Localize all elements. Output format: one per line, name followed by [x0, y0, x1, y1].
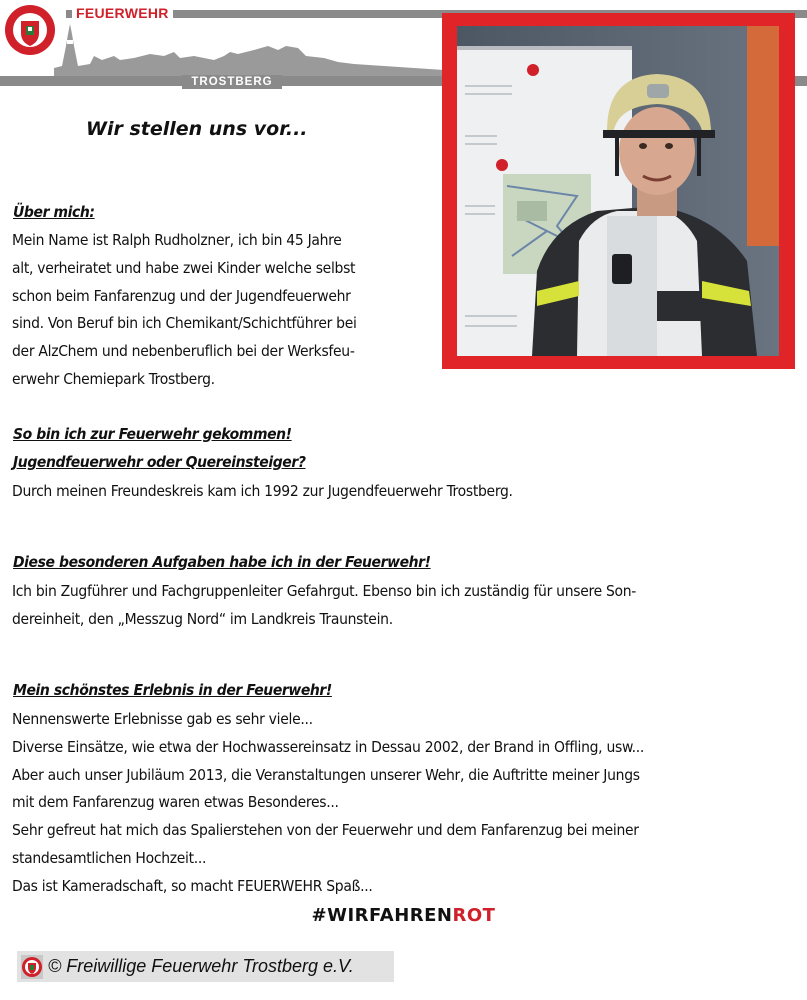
text-line: Diverse Einsätze, wie etwa der Hochwassereinsatz in Dessau 2002, der Brand in Offling, usw... [12, 737, 645, 756]
hashtag-part1: #WIRFAHREN [311, 905, 453, 926]
text-line: schon beim Fanfarenzug und der Jugendfeuerwehr [12, 286, 351, 305]
section-body-best-experience [12, 706, 644, 901]
section-body-about-me [12, 227, 357, 394]
section-heading-how-joined: So bin ich zur Feuerwehr gekommen! [13, 425, 292, 443]
section-body-special-tasks [12, 578, 636, 634]
text-line: Nennenswerte Erlebnisse gab es sehr viele... [12, 710, 313, 728]
org-title: FEUERWEHR [72, 5, 173, 21]
text-line: dereinheit, den „Messzug Nord“ im Landkreis Traunstein. [12, 609, 393, 628]
section-heading-about-me: Über mich: [13, 203, 95, 221]
fire-department-badge-icon [4, 4, 56, 56]
hashtag [0, 905, 807, 926]
text-line: erwehr Chemiepark Trostberg. [12, 369, 215, 388]
hashtag-part2: ROT [452, 905, 496, 926]
town-skyline-icon [54, 16, 444, 78]
text-line: der AlzChem und nebenberuflich bei der Werksfeu- [12, 342, 355, 361]
town-label: TROSTBERG [182, 75, 282, 89]
fire-department-badge-icon [21, 955, 43, 979]
text-line: Ich bin Zugführer und Fachgruppenleiter Gefahrgut. Ebenso bin ich zuständig für unsere Son- [12, 582, 637, 600]
section-heading-youth-or-lateral: Jugendfeuerwehr oder Quereinsteiger? [13, 453, 306, 471]
section-body-how-joined [12, 478, 513, 506]
text-line: Mein Name ist Ralph Rudholzner, ich bin 45 Jahre [12, 231, 342, 249]
section-heading-best-experience: Mein schönstes Erlebnis in der Feuerwehr! [13, 681, 332, 699]
text-line: mit dem Fanfarenzug waren etwas Besonderes... [12, 793, 339, 812]
text-line: Sehr gefreut hat mich das Spalierstehen von der Feuerwehr und dem Fanfarenzug bei meiner [12, 821, 639, 840]
text-line: sind. Von Beruf bin ich Chemikant/Schichtführer bei [12, 314, 357, 333]
text-line: Das ist Kameradschaft, so macht FEUERWEHR Spaß... [12, 876, 373, 895]
copyright-text: © Freiwillige Feuerwehr Trostberg e.V. [48, 956, 354, 976]
text-line: standesamtlichen Hochzeit... [12, 848, 207, 867]
intro-title: Wir stellen uns vor... [86, 118, 308, 140]
portrait-illustration [457, 26, 779, 356]
copyright-footer [17, 951, 394, 982]
portrait-photo [457, 26, 779, 356]
section-heading-special-tasks: Diese besonderen Aufgaben habe ich in der Feuerwehr! [13, 553, 431, 571]
text-line: Durch meinen Freundeskreis kam ich 1992 zur Jugendfeuerwehr Trostberg. [12, 482, 513, 500]
text-line: Aber auch unser Jubiläum 2013, die Veranstaltungen unserer Wehr, die Auftritte meiner Jungs [12, 765, 640, 784]
text-line: alt, verheiratet und habe zwei Kinder welche selbst [12, 258, 356, 277]
